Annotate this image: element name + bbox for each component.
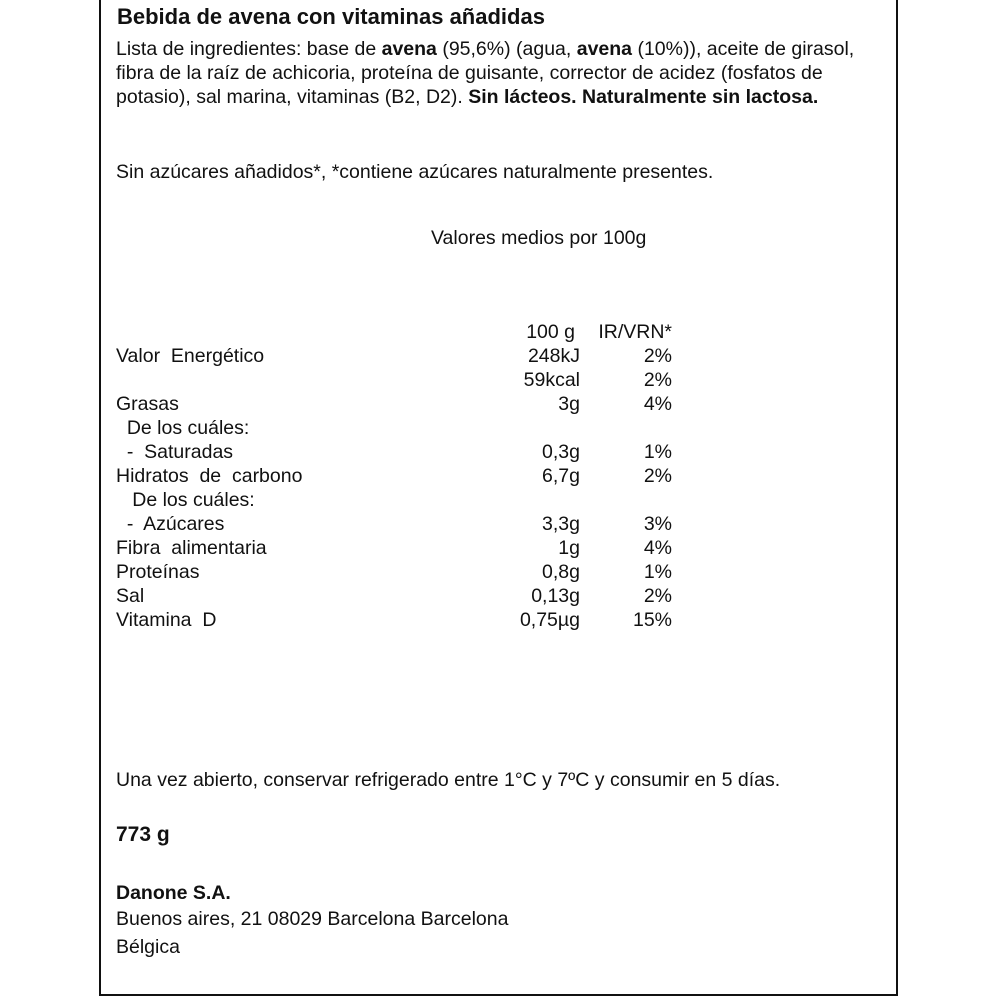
nutrition-row-label: Valor Energético — [116, 345, 265, 367]
nutrition-row-label: - Saturadas — [116, 441, 234, 463]
nutrition-row-value: 3g — [558, 393, 580, 415]
ingredients-bold-oat: avena — [576, 38, 633, 60]
nutrition-row-value: 59kcal — [523, 369, 580, 391]
nutrition-row-label: Sal — [116, 585, 145, 607]
nutrition-heading: Valores medios por 100g — [431, 227, 647, 249]
nutrition-row-value: 0,75µg — [519, 609, 580, 631]
nutrition-row-pct: 1% — [643, 441, 672, 463]
nutrition-row-pct: 1% — [643, 561, 672, 583]
ingredients-part: (95,6%) (agua, — [436, 38, 577, 60]
nutrition-row-label: Proteínas — [116, 561, 200, 583]
nutrition-row-label: De los cuáles: — [116, 417, 250, 439]
ingredients-bold-oat: avena — [381, 38, 437, 60]
net-weight: 773 g — [116, 823, 170, 846]
nutrition-row-value: 0,3g — [542, 441, 580, 463]
company-address: Buenos aires, 21 08029 Barcelona Barcelona — [116, 908, 509, 930]
nutrition-row-label: Hidratos de carbono — [116, 465, 303, 487]
nutrition-row-label: Grasas — [116, 393, 179, 415]
company-name: Danone S.A. — [116, 882, 231, 904]
nutrition-row-value: 3,3g — [542, 513, 580, 535]
nutrition-row-pct: 2% — [643, 345, 672, 367]
ingredients-part: (10%)), aceite de girasol, fibra de la raíz de achicoria, proteína de guisante, corrector de acidez (fosfatos de potasio), sal marina, vitaminas (B2, D2). — [116, 38, 855, 108]
sugar-note: Sin azúcares añadidos*, *contiene azúcares naturalmente presentes. — [116, 161, 714, 183]
ingredients-part: Lista de ingredientes: base de — [116, 38, 382, 60]
ingredients-text — [116, 37, 876, 109]
ingredients-allergen-note: Sin lácteos. Naturalmente sin lactosa. — [468, 86, 819, 108]
nutrition-row-value: 6,7g — [542, 465, 580, 487]
storage-instructions: Una vez abierto, conservar refrigerado entre 1°C y 7ºC y consumir en 5 días. — [116, 769, 781, 791]
nutrition-row-label: Vitamina D — [116, 609, 217, 631]
nutrition-row-value: 1g — [558, 537, 580, 559]
nutrition-row-label: Fibra alimentaria — [116, 537, 267, 559]
nutrition-row-label: - Azúcares — [116, 513, 225, 535]
nutrition-row-value: 0,8g — [542, 561, 580, 583]
nutrition-row-pct: 4% — [643, 393, 672, 415]
nutrition-row-pct: 4% — [643, 537, 672, 559]
company-country: Bélgica — [116, 936, 180, 958]
nutrition-row-pct: 2% — [643, 465, 672, 487]
nutrition-row-pct: 3% — [643, 513, 672, 535]
nutrition-row-value: 0,13g — [531, 585, 580, 607]
nutrition-row-pct: 15% — [632, 609, 672, 631]
nutrition-col-value-header: 100 g — [526, 321, 575, 343]
product-title: Bebida de avena con vitaminas añadidas — [117, 4, 545, 29]
nutrition-row-label: De los cuáles: — [116, 489, 255, 511]
nutrition-row-pct: 2% — [643, 369, 672, 391]
nutrition-row-value: 248kJ — [527, 345, 580, 367]
nutrition-row-pct: 2% — [643, 585, 672, 607]
nutrition-col-pct-header: IR/VRN* — [598, 321, 672, 343]
